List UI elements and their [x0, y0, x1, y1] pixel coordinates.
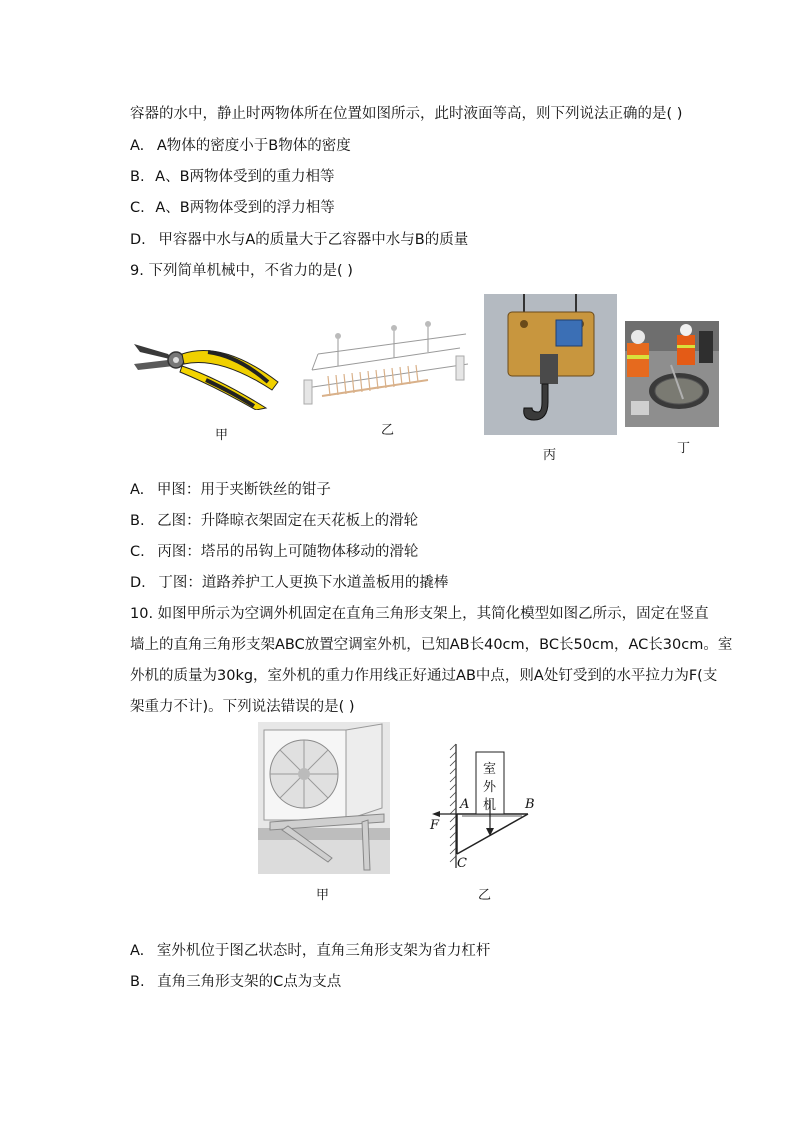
q8-option-b	[130, 165, 335, 186]
point-label-b: B	[525, 797, 535, 812]
option-text: A、B两物体受到的重力相等	[155, 169, 335, 185]
figure-caption-bing: 丙	[543, 448, 557, 463]
q10-figure-caption-jia: 甲	[316, 888, 330, 903]
q9-stem: 9. 下列简单机械中，不省力的是( )	[130, 263, 353, 279]
q8-option-d	[130, 228, 468, 249]
q8-option-c	[130, 196, 335, 217]
option-letter: D.	[130, 232, 146, 248]
option-text: 甲图：用于夹断铁丝的钳子	[156, 482, 331, 498]
box-label-char: 机	[483, 798, 497, 813]
clothes-rack-image	[298, 318, 470, 410]
q9-option-b	[130, 509, 418, 530]
option-letter: A.	[130, 482, 145, 498]
crane-hook-image	[484, 294, 617, 435]
q10-figure-caption-yi: 乙	[478, 888, 492, 903]
box-label-char: 外	[483, 780, 497, 795]
option-letter: C.	[130, 200, 145, 216]
figure-caption-yi: 乙	[381, 423, 395, 438]
q9-option-d	[130, 571, 448, 592]
q10-stem-line-2: 墙上的直角三角形支架ABC放置空调室外机，已知AB长40cm，BC长50cm，AC长30cm。室	[130, 637, 733, 653]
bracket-model-diagram	[424, 742, 544, 874]
q10-option-b	[130, 970, 341, 991]
option-letter: A.	[130, 943, 145, 959]
option-text: 丙图：塔吊的吊钩上可随物体移动的滑轮	[157, 544, 419, 560]
box-label-char: 室	[483, 762, 497, 777]
q8-option-a	[130, 134, 351, 155]
q10-stem-line-3: 外机的质量为30kg，室外机的重力作用线正好通过AB中点，则A处钉受到的水平拉力为F(支	[130, 668, 718, 684]
q9-option-a	[130, 478, 331, 499]
pliers-image	[128, 330, 280, 410]
figure-caption-ding: 丁	[677, 441, 691, 456]
option-text: 室外机位于图乙状态时，直角三角形支架为省力杠杆	[156, 943, 491, 959]
option-letter: B.	[130, 974, 145, 990]
q10-option-a	[130, 939, 490, 960]
q9-option-c	[130, 540, 418, 561]
option-letter: B.	[130, 169, 145, 185]
option-text: 乙图：升降晾衣架固定在天花板上的滑轮	[157, 513, 419, 529]
option-letter: A.	[130, 138, 145, 154]
option-text: 甲容器中水与A的质量大于乙容器中水与B的质量	[158, 232, 469, 248]
point-label-c: C	[457, 856, 467, 871]
option-letter: B.	[130, 513, 145, 529]
ac-unit-image	[258, 722, 390, 874]
point-label-a: A	[460, 797, 470, 812]
option-letter: D.	[130, 575, 146, 591]
option-text: 直角三角形支架的C点为支点	[157, 974, 342, 990]
option-text: A物体的密度小于B物体的密度	[156, 138, 351, 154]
q8-stem-tail: 容器的水中，静止时两物体所在位置如图所示，此时液面等高，则下列说法正确的是( )	[130, 106, 683, 122]
figure-caption-jia: 甲	[215, 428, 229, 443]
option-text: A、B两物体受到的浮力相等	[155, 200, 335, 216]
q10-stem-line-4: 架重力不计)。下列说法错误的是( )	[130, 699, 355, 715]
option-letter: C.	[130, 544, 145, 560]
force-label-f: F	[430, 818, 440, 833]
road-workers-image	[625, 321, 719, 427]
option-text: 丁图：道路养护工人更换下水道盖板用的撬棒	[158, 575, 449, 591]
q10-stem-line-1: 10. 如图甲所示为空调外机固定在直角三角形支架上，其简化模型如图乙所示，固定在竖直	[130, 606, 709, 622]
